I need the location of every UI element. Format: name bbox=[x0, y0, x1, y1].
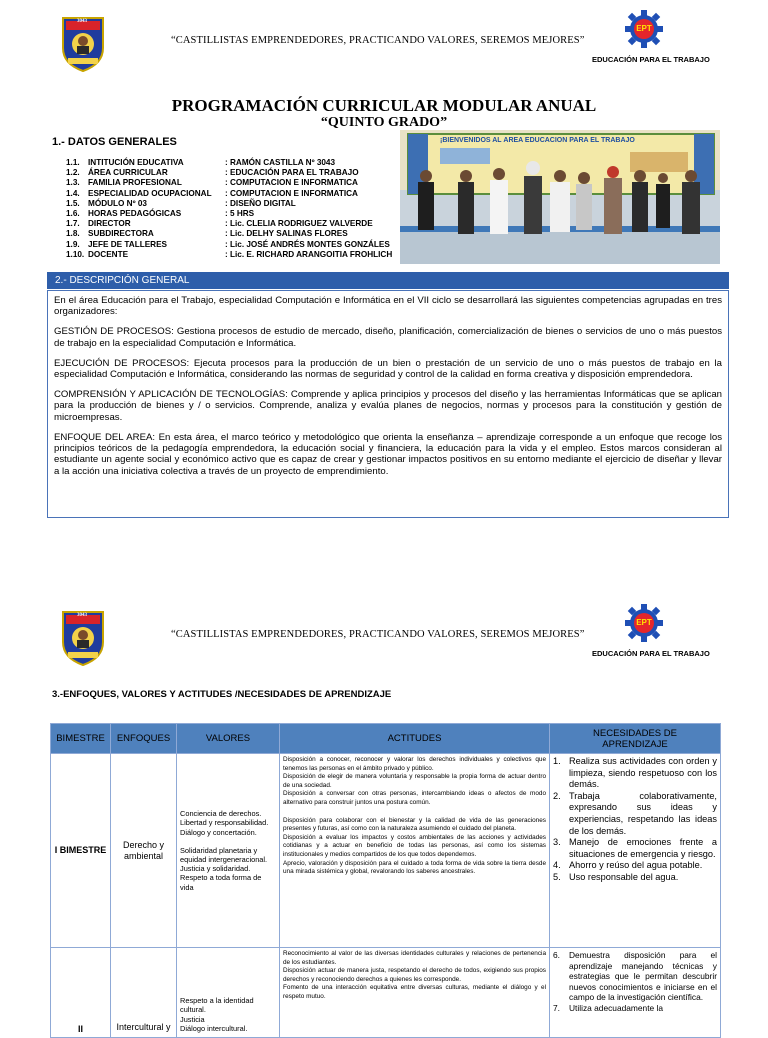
row-label: HORAS PEDAGÓGICAS bbox=[88, 209, 182, 219]
column-header-actitudes: ACTITUDES bbox=[280, 724, 550, 754]
row-number: 1.1. bbox=[66, 158, 80, 167]
row-label: ÁREA CURRICULAR bbox=[88, 168, 168, 178]
necesidad-number: 3. bbox=[553, 837, 561, 848]
row-value: : Lic. E. RICHARD ARANGOITIA FROHLICH bbox=[225, 249, 393, 259]
actitud-item: Aprecio, valoración y disposición para el cuidado a toda forma de vida sobre la tierra desde una mirada sistémica y global, revalorando los saberes ancestrales. bbox=[283, 859, 546, 876]
bimestre-cell: I BIMESTRE bbox=[51, 754, 111, 948]
actitud-item: Disposición a conversar con otras personas, intercambiando ideas o afectos de modo alternativo para construir juntos una postura común. bbox=[283, 790, 546, 806]
valor-item: Justicia y solidaridad. bbox=[180, 864, 251, 874]
general-data-row bbox=[66, 168, 406, 178]
general-data-row bbox=[66, 240, 406, 250]
bimestre-cell: II bbox=[51, 948, 111, 1038]
necesidad-item bbox=[553, 860, 717, 872]
general-description-box bbox=[47, 290, 729, 518]
row-value: : Lic. DELHY SALINAS FLORES bbox=[225, 229, 348, 239]
row-number: 1.10. bbox=[66, 249, 85, 259]
column-header-valores: VALORES bbox=[177, 724, 280, 754]
enfoques-table bbox=[50, 723, 721, 1038]
valor-item: Libertad y responsabilidad. bbox=[180, 818, 269, 828]
necesidad-item bbox=[553, 791, 717, 837]
necesidad-text: Demuestra disposición para el aprendizaje manejando técnicas y estrategias que le permitan descubrir nuevos conocimientos e iniciarse en el campo de la investigación científica. bbox=[569, 950, 717, 1003]
description-paragraph: ENFOQUE DEL AREA: En esta área, el marco teórico y metodológico que orienta la enseñanza – aprendizaje corresponde a un enfoque que recoge los principios teóricos de la pedagogía emprendedora, la educación social y financiera, la educación para la vida y el empleo. Estos marcos consideran al estudiante un agente social y económico activo que es capaz de crear y gestionar impactos positivos en su entorno mediante el ejercicio de diseñar y llevar a la acción una iniciativa colectiva a través de un proyecto de emprendimiento. bbox=[54, 431, 722, 477]
general-data-row bbox=[66, 199, 406, 209]
row-number: 1.8. bbox=[66, 229, 80, 239]
photo-banner-text: ¡BIENVENIDOS AL ÁREA EDUCACIÓN PARA EL TRABAJO bbox=[440, 137, 635, 144]
general-data-row bbox=[66, 178, 406, 188]
valor-item: Conciencia de derechos. bbox=[180, 809, 262, 819]
row-number: 1.5. bbox=[66, 198, 80, 208]
general-data-row bbox=[66, 229, 406, 239]
section3-heading: 3.-ENFOQUES, VALORES Y ACTITUDES /NECESIDADES DE APRENDIZAJE bbox=[52, 689, 392, 700]
necesidad-number: 5. bbox=[553, 871, 561, 882]
section2-heading: 2.- DESCRIPCIÓN GENERAL bbox=[47, 272, 729, 289]
section1-heading: 1.- DATOS GENERALES bbox=[52, 136, 177, 148]
description-paragraph: GESTIÓN DE PROCESOS: Gestiona procesos de estudio de mercado, diseño, planificación, comercialización de bienes o servicios de uno o más puestos de trabajo en la especialidad Computación e Informática. bbox=[54, 326, 722, 349]
enfoque-cell: Derecho y ambiental bbox=[111, 754, 177, 948]
general-data-row bbox=[66, 189, 406, 199]
ept-caption: EDUCACIÓN PARA EL TRABAJO bbox=[592, 649, 710, 658]
general-data-row bbox=[66, 250, 406, 260]
necesidad-text: Trabaja colaborativamente, expresando sus ideas y experiencias, respetando las ideas de los demás. bbox=[569, 790, 717, 836]
valores-cell bbox=[177, 754, 280, 948]
valor-item: Justicia bbox=[180, 1014, 205, 1024]
ept-badge-text: EPT bbox=[636, 24, 652, 33]
row-label: INTITUCIÓN EDUCATIVA bbox=[88, 158, 184, 167]
row-value: : Lic. CLELIA RODRIGUEZ VALVERDE bbox=[225, 219, 373, 229]
necesidad-text: Utiliza adecuadamente la bbox=[569, 1002, 664, 1013]
valor-item: Diálogo y concertación. bbox=[180, 827, 257, 837]
row-label: FAMILIA PROFESIONAL bbox=[88, 178, 182, 188]
column-header-bimestre: BIMESTRE bbox=[51, 724, 111, 754]
row-number: 1.2. bbox=[66, 168, 80, 178]
row-label: DOCENTE bbox=[88, 249, 129, 259]
necesidad-number: 1. bbox=[553, 756, 561, 766]
general-data-row bbox=[66, 219, 406, 229]
necesidades-cell bbox=[550, 754, 721, 948]
valor-item: Respeto a toda forma de vida bbox=[180, 873, 262, 892]
general-data-row bbox=[66, 209, 406, 219]
ept-caption: EDUCACIÓN PARA EL TRABAJO bbox=[592, 55, 710, 64]
actitud-item: Disposición de elegir de manera voluntaria y responsable la propia forma de actuar dentro de una sociedad. bbox=[283, 773, 546, 789]
table-row bbox=[51, 948, 721, 1038]
description-paragraph: COMPRENSIÓN Y APLICACIÓN DE TECNOLOGÍAS: Comprende y aplica principios y procesos del diseño y las herramientas Informáticas que se aplican para la producción de bienes y / o servicios. Comprende, analiza y evalúa planes de negocios, normas y procesos para la constitución y gestión de microempresas. bbox=[54, 388, 722, 423]
row-label: DIRECTOR bbox=[88, 219, 131, 229]
ept-badge-text: EPT bbox=[636, 618, 652, 627]
row-number: 1.7. bbox=[66, 219, 80, 229]
valor-spacer bbox=[180, 837, 276, 846]
row-value: : Lic. JOSÉ ANDRÉS MONTES GONZÁLES bbox=[225, 239, 390, 249]
crest-number: 3043 bbox=[77, 613, 87, 618]
table-row bbox=[51, 754, 721, 948]
actitud-item: Reconocimiento al valor de las diversas identidades culturales y relaciones de pertenencia de los estudiantes. bbox=[283, 950, 546, 966]
row-value: : DISEÑO DIGITAL bbox=[225, 198, 296, 208]
description-paragraph: EJECUCIÓN DE PROCESOS: Ejecuta procesos para la producción de un bien o prestación de un servicio de uno o más puestos de trabajo en la especialidad Computación e Informática, considerando las normas de seguridad y control de la calidad en forma creativa y disposición emprendedora. bbox=[54, 357, 722, 381]
necesidad-item bbox=[553, 950, 717, 1003]
actitudes-cell bbox=[280, 754, 550, 948]
necesidad-number: 7. bbox=[553, 1002, 560, 1013]
valor-item: Solidaridad planetaria y equidad intergeneracional. bbox=[180, 845, 268, 864]
school-motto: “CASTILLISTAS EMPRENDEDORES, PRACTICANDO VALORES, SEREMOS MEJORES” bbox=[171, 35, 585, 46]
row-number: 1.9. bbox=[66, 239, 80, 249]
necesidad-number: 4. bbox=[553, 860, 561, 871]
row-value: : COMPUTACION E INFORMATICA bbox=[225, 188, 358, 198]
page-subtitle: “QUINTO GRADO” bbox=[320, 115, 448, 130]
row-value: : EDUCACIÓN PARA EL TRABAJO bbox=[225, 168, 359, 178]
students-photo bbox=[400, 130, 720, 264]
school-motto: “CASTILLISTAS EMPRENDEDORES, PRACTICANDO VALORES, SEREMOS MEJORES” bbox=[171, 629, 585, 640]
actitud-item: Disposición a conocer, reconocer y valorar los derechos individuales y colectivos que tenemos las personas en el ámbito privado y público. bbox=[283, 756, 546, 772]
necesidad-item bbox=[553, 872, 717, 884]
row-value: : RAMÓN CASTILLA Nº 3043 bbox=[225, 158, 336, 167]
enfoque-cell: Intercultural y bbox=[111, 948, 177, 1038]
necesidades-cell bbox=[550, 948, 721, 1038]
actitud-item: Disposición para colaborar con el bienestar y la calidad de vida de las generaciones presentes y futuras, así como con la naturaleza asumiendo el cuidado del planeta. bbox=[283, 816, 546, 833]
description-paragraph: En el área Educación para el Trabajo, especialidad Computación e Informática en el VII ciclo se desarrollará las siguientes competencias agrupadas en tres organizadores: bbox=[54, 295, 722, 318]
crest-number: 3043 bbox=[77, 19, 87, 24]
necesidad-text: Uso responsable del agua. bbox=[569, 871, 679, 882]
actitud-spacer bbox=[283, 808, 546, 817]
necesidad-number: 6. bbox=[553, 950, 560, 960]
row-label: ESPECIALIDAD OCUPACIONAL bbox=[88, 188, 212, 198]
necesidad-text: Realiza sus actividades con orden y limpieza, siendo respetuoso con los demás. bbox=[569, 756, 717, 790]
necesidad-item bbox=[553, 837, 717, 860]
general-data-list bbox=[66, 158, 406, 260]
necesidad-text: Ahorro y reúso del agua potable. bbox=[569, 860, 703, 871]
valor-item: Diálogo intercultural. bbox=[180, 1023, 248, 1033]
row-label: JEFE DE TALLERES bbox=[88, 239, 168, 249]
valores-cell bbox=[177, 948, 280, 1038]
necesidad-text: Manejo de emociones frente a situaciones de emergencia y riesgo. bbox=[569, 837, 717, 859]
row-number: 1.6. bbox=[66, 209, 80, 219]
row-value: : COMPUTACION E INFORMATICA bbox=[225, 178, 358, 188]
column-header-enfoques: ENFOQUES bbox=[111, 724, 177, 754]
row-label: SUBDIRECTORA bbox=[88, 229, 154, 239]
column-header-necesidades: NECESIDADES DE APRENDIZAJE bbox=[550, 724, 721, 754]
necesidad-number: 2. bbox=[553, 790, 561, 801]
row-label: MÓDULO Nº 03 bbox=[88, 198, 147, 208]
actitud-item: Fomento de una interacción equitativa entre diversas culturas, mediante el diálogo y el respeto mutuo. bbox=[283, 984, 546, 1000]
general-data-row bbox=[66, 158, 406, 168]
necesidad-item bbox=[553, 756, 717, 791]
row-number: 1.3. bbox=[66, 178, 80, 188]
valor-item: Respeto a la identidad cultural. bbox=[180, 996, 254, 1015]
actitud-item: Disposición a evaluar los impactos y costos ambientales de las acciones y actividades cotidianas y a actuar en beneficio de todas las personas, así como los sistemas institucionales y medios compartidos de los que todos dependemos. bbox=[283, 833, 546, 858]
page-title: PROGRAMACIÓN CURRICULAR MODULAR ANUAL bbox=[171, 96, 597, 115]
actitudes-cell bbox=[280, 948, 550, 1038]
table-header-row bbox=[51, 724, 721, 754]
actitud-item: Disposición actuar de manera justa, respetando el derecho de todos, exigiendo sus propios derechos y reconociendo derechos a quienes les corresponde. bbox=[283, 967, 546, 983]
row-value: : 5 HRS bbox=[225, 209, 255, 219]
row-number: 1.4. bbox=[66, 188, 80, 198]
necesidad-item bbox=[553, 1003, 717, 1014]
